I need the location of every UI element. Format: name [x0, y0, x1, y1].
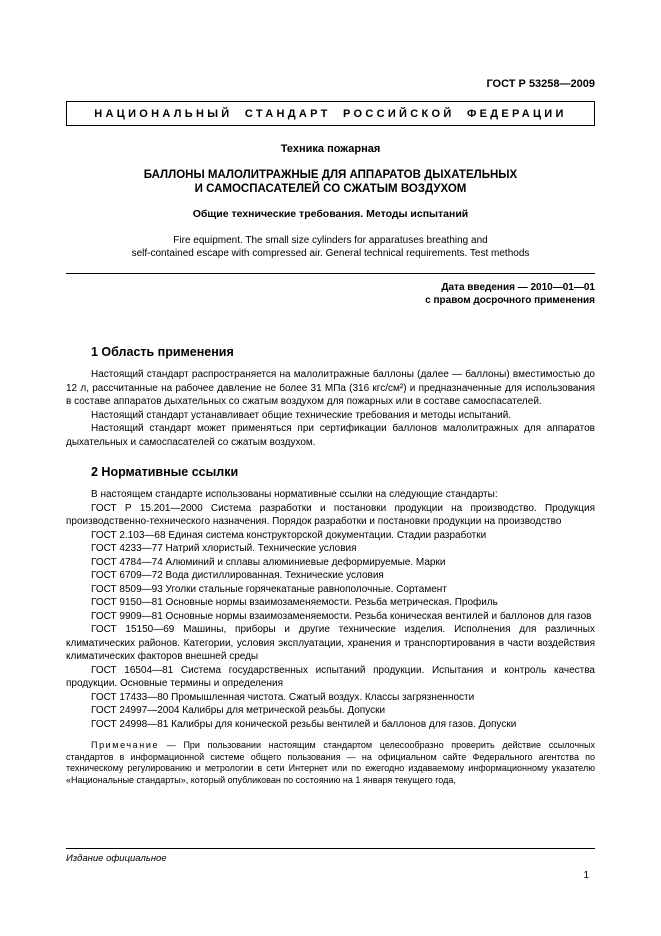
note-label: Примечание: [91, 740, 160, 750]
section-2-intro: В настоящем стандарте использованы нормативные ссылки на следующие стандарты:: [91, 489, 498, 500]
reference-item: ГОСТ 4233—77 Натрий хлористый. Технические условия: [91, 543, 357, 554]
footer: [66, 848, 595, 864]
subject-line: Техника пожарная: [280, 143, 381, 155]
note-text: — При пользовании настоящим стандартом целесообразно проверить действие ссылочных стандартов в информационной системе общего пользования — на официальном сайте Федерального агентства по техническому регулированию и метрологии в сети Интернет или по ежегодно издаваемому информационному указателю «Национальные стандарты», который опубликован по состоянию на 1 января текущего года,: [66, 740, 595, 785]
reference-item: ГОСТ Р 15.201—2000 Система разработки и постановки продукции на производство. Продукция производственно-технического назначения. Порядок разработки и постановки продукции на производство: [66, 502, 595, 527]
title-russian-line-1: БАЛЛОНЫ МАЛОЛИТРАЖНЫЕ ДЛЯ АППАРАТОВ ДЫХАТЕЛЬНЫХ: [143, 169, 518, 181]
title-russian: [66, 168, 595, 196]
section-1-paragraph: Настоящий стандарт распространяется на малолитражные баллоны (далее — баллоны) вместимостью до 12 л, рассчитанные на рабочее давление не более 31 МПа (316 кгс/см²) и предназначенные для использования в составе аппаратов дыхательных со сжатым воздухом для пожарных или в составе самоспасателей.: [66, 369, 595, 407]
header-divider: [66, 273, 595, 274]
reference-item: ГОСТ 6709—72 Вода дистиллированная. Технические условия: [91, 570, 384, 581]
reference-item: ГОСТ 2.103—68 Единая система конструкторской документации. Стадии разработки: [91, 529, 487, 541]
reference-item: ГОСТ 17433—80 Промышленная чистота. Сжатый воздух. Классы загрязненности: [91, 691, 475, 703]
edition-note: Издание официальное: [66, 853, 167, 864]
subtitle-russian: Общие технические требования. Методы испытаний: [192, 208, 469, 220]
reference-item: ГОСТ 8509—93 Уголки стальные горячекатаные равнополочные. Сортамент: [91, 583, 447, 595]
reference-item: ГОСТ 16504—81 Система государственных испытаний продукции. Испытания и контроль качества продукции. Основные термины и определения: [66, 664, 595, 689]
section-1-paragraph: Настоящий стандарт может применяться при сертификации баллонов малолитражных для аппаратов дыхательных и самоспасателей со сжатым воздухом.: [66, 423, 595, 448]
reference-item: ГОСТ 15150—69 Машины, приборы и другие технические изделия. Исполнения для различных климатических районов. Категории, условия эксплуатации, хранения и транспортирования в части воздействия климатических факторов внешней среды: [66, 624, 595, 662]
reference-item: ГОСТ 9150—81 Основные нормы взаимозаменяемости. Резьба метрическая. Профиль: [91, 597, 498, 608]
introduction-date: [66, 281, 595, 307]
standard-banner: НАЦИОНАЛЬНЫЙ СТАНДАРТ РОССИЙСКОЙ ФЕДЕРАЦИИ: [66, 101, 595, 126]
section-1-paragraph: Настоящий стандарт устанавливает общие технические требования и методы испытаний.: [91, 409, 512, 421]
introduction-date-line-2: с правом досрочного применения: [425, 295, 595, 306]
title-russian-line-2: И САМОСПАСАТЕЛЕЙ СО СЖАТЫМ ВОЗДУХОМ: [194, 183, 467, 195]
introduction-date-line-1: Дата введения — 2010—01—01: [441, 282, 595, 293]
usage-note: [66, 740, 595, 786]
reference-item: ГОСТ 24997—2004 Калибры для метрической резьбы. Допуски: [91, 705, 386, 716]
doc-code: ГОСТ Р 53258—2009: [486, 78, 595, 90]
reference-item: ГОСТ 4784—74 Алюминий и сплавы алюминиевые деформируемые. Марки: [91, 556, 446, 568]
section-2-heading: 2 Нормативные ссылки: [91, 465, 239, 479]
title-english-line-1: Fire equipment. The small size cylinders for apparatuses breathing and: [173, 235, 488, 246]
title-english: [66, 234, 595, 260]
reference-item: ГОСТ 24998—81 Калибры для конической резьбы вентилей и баллонов для газов. Допуски: [91, 718, 517, 730]
section-1-heading: 1 Область применения: [91, 345, 234, 359]
page-number: 1: [583, 870, 589, 881]
reference-item: ГОСТ 9909—81 Основные нормы взаимозаменяемости. Резьба коническая вентилей и баллонов для газов: [91, 610, 592, 622]
title-english-line-2: self-contained escape with compressed air. General technical requirements. Test methods: [131, 248, 530, 259]
